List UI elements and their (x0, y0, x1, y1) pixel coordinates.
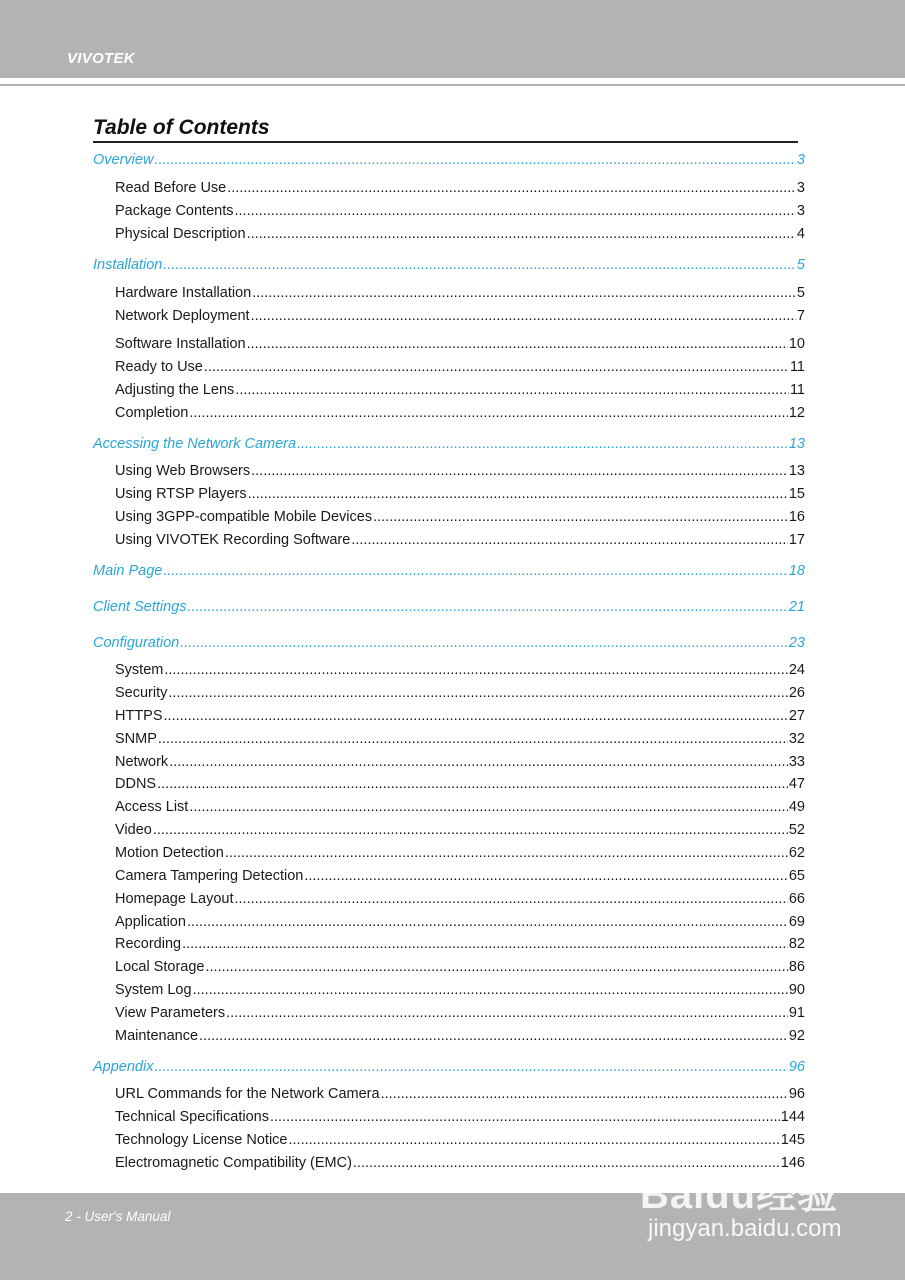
dot-leader (252, 283, 796, 303)
dot-leader (297, 434, 788, 454)
toc-section-row[interactable] (93, 434, 805, 454)
toc-page-number: 92 (788, 1028, 805, 1044)
toc-page-number: 11 (789, 382, 805, 398)
brand-label: VIVOTEK (67, 50, 135, 67)
toc-entry-label: Technology License Notice (115, 1132, 288, 1148)
toc-item-row[interactable] (115, 729, 805, 749)
dot-leader (153, 820, 788, 840)
toc-item-row[interactable] (115, 797, 805, 817)
dot-leader (248, 484, 788, 504)
toc-entry-label: Local Storage (115, 959, 205, 975)
toc-page-number: 86 (788, 959, 805, 975)
toc-page-number: 3 (796, 203, 805, 219)
toc-page-number: 69 (788, 914, 805, 930)
toc-entry-label: Video (115, 822, 152, 838)
dot-leader (251, 306, 796, 326)
dot-leader (188, 597, 788, 617)
dot-leader (189, 797, 788, 817)
dot-leader (225, 843, 788, 863)
toc-item-row[interactable] (115, 889, 805, 909)
dot-leader (199, 1026, 788, 1046)
watermark-logo: Baidu经验 (640, 1173, 839, 1217)
dot-leader (227, 178, 796, 198)
toc-entry-label: Software Installation (115, 336, 246, 352)
dot-leader (205, 957, 787, 977)
toc-item-row[interactable] (115, 224, 805, 244)
dot-leader (168, 683, 787, 703)
dot-leader (163, 561, 788, 581)
toc-entry-label: Electromagnetic Compatibility (EMC) (115, 1155, 352, 1171)
toc-item-row[interactable] (115, 820, 805, 840)
toc-entry-label: Adjusting the Lens (115, 382, 235, 398)
toc-entry-label: Motion Detection (115, 845, 224, 861)
toc-page-number: 16 (788, 509, 805, 525)
toc-section-row[interactable] (93, 597, 805, 617)
dot-leader (204, 357, 789, 377)
toc-section-row[interactable] (93, 255, 805, 275)
toc-entry-label: Ready to Use (115, 359, 203, 375)
dot-leader (163, 255, 796, 275)
toc-entry-label: Completion (115, 405, 189, 421)
toc-entry-label: Network (115, 754, 169, 770)
watermark-url: jingyan.baidu.com (648, 1215, 842, 1242)
toc-section-row[interactable] (93, 633, 805, 653)
toc-item-row[interactable] (115, 912, 805, 932)
footer-page-label: 2 - User's Manual (65, 1209, 171, 1224)
toc-page-number: 7 (796, 308, 805, 324)
toc-item-row[interactable] (115, 980, 805, 1000)
toc-page-number: 47 (788, 776, 805, 792)
toc-page-number: 146 (780, 1155, 805, 1171)
toc-page-number: 10 (788, 336, 805, 352)
toc-page-number: 3 (796, 180, 805, 196)
dot-leader (226, 1003, 788, 1023)
dot-leader (169, 752, 788, 772)
dot-leader (289, 1130, 780, 1150)
toc-page-number: 5 (796, 285, 805, 301)
toc-page-number: 27 (788, 708, 805, 724)
toc-item-row[interactable] (115, 706, 805, 726)
dot-leader (193, 980, 788, 1000)
toc-item-row[interactable] (115, 683, 805, 703)
toc-item-row[interactable] (115, 507, 805, 527)
dot-leader (235, 889, 788, 909)
dot-leader (304, 866, 788, 886)
toc-item-row[interactable] (115, 1084, 805, 1104)
toc-item-row[interactable] (115, 306, 805, 326)
toc-entry-label: Homepage Layout (115, 891, 234, 907)
dot-leader (247, 334, 788, 354)
toc-entry-label: Using VIVOTEK Recording Software (115, 532, 351, 548)
dot-leader (187, 912, 788, 932)
toc-entry-label: Using RTSP Players (115, 486, 247, 502)
toc-entry-label: HTTPS (115, 708, 163, 724)
toc-page-number: 82 (788, 936, 805, 952)
dot-leader (158, 729, 788, 749)
toc-page-number: 17 (788, 532, 805, 548)
toc-entry-label: Technical Specifications (115, 1109, 269, 1125)
toc-page-number: 13 (788, 463, 805, 479)
dot-leader (235, 201, 796, 221)
toc-page-number: 18 (788, 563, 805, 579)
toc-page-number: 66 (788, 891, 805, 907)
toc-page-number: 11 (789, 359, 805, 375)
dot-leader (164, 706, 788, 726)
toc-entry-label: Recording (115, 936, 182, 952)
toc-item-row[interactable] (115, 178, 805, 198)
dot-leader (164, 660, 788, 680)
dot-leader (180, 633, 788, 653)
toc-page-number: 49 (788, 799, 805, 815)
toc-item-row[interactable] (115, 403, 805, 423)
toc-entry-label: Camera Tampering Detection (115, 868, 304, 884)
toc-page-number: 52 (788, 822, 805, 838)
toc-entry-label: URL Commands for the Network Camera (115, 1086, 380, 1102)
toc-entry-label: View Parameters (115, 1005, 226, 1021)
toc-page-number: 96 (788, 1086, 805, 1102)
toc-entry-label: System (115, 662, 164, 678)
toc-section-row[interactable] (93, 150, 805, 170)
toc-item-row[interactable] (115, 484, 805, 504)
toc-entry-label: Read Before Use (115, 180, 227, 196)
toc-section-row[interactable] (93, 1057, 805, 1077)
toc-section-row[interactable] (93, 561, 805, 581)
toc-entry-label: Installation (93, 257, 163, 273)
toc-item-row[interactable] (115, 843, 805, 863)
toc-page-number: 24 (788, 662, 805, 678)
toc-item-row[interactable] (115, 334, 805, 354)
toc-item-row[interactable] (115, 380, 805, 400)
toc-item-row[interactable] (115, 957, 805, 977)
toc-entry-label: DDNS (115, 776, 157, 792)
toc-entry-label: Network Deployment (115, 308, 250, 324)
toc-page-number: 144 (780, 1109, 805, 1125)
toc-entry-label: Maintenance (115, 1028, 199, 1044)
toc-item-row[interactable] (115, 866, 805, 886)
toc-item-row[interactable] (115, 283, 805, 303)
toc-page-number: 32 (788, 731, 805, 747)
toc-page-number: 21 (788, 599, 805, 615)
dot-leader (270, 1107, 780, 1127)
toc-item-row[interactable] (115, 1026, 805, 1046)
dot-leader (373, 507, 788, 527)
toc-entry-label: Application (115, 914, 186, 930)
toc-item-row[interactable] (115, 660, 805, 680)
toc-entry-label: Package Contents (115, 203, 234, 219)
toc-entry-label: Hardware Installation (115, 285, 252, 301)
toc-page-number: 15 (788, 486, 805, 502)
toc-entry-label: SNMP (115, 731, 157, 747)
toc-entry-label: Access List (115, 799, 189, 815)
toc-entry-label: Configuration (93, 635, 180, 651)
toc-item-row[interactable] (115, 201, 805, 221)
dot-leader (182, 934, 788, 954)
dot-leader (381, 1084, 788, 1104)
dot-leader (154, 1057, 787, 1077)
dot-leader (189, 403, 788, 423)
toc-item-row[interactable] (115, 1130, 805, 1150)
toc-page-number: 145 (780, 1132, 805, 1148)
toc-page-number: 96 (788, 1059, 805, 1075)
toc-page-number: 5 (796, 257, 805, 273)
dot-leader (157, 774, 788, 794)
page-title: Table of Contents (93, 115, 798, 143)
toc-item-row[interactable] (115, 1003, 805, 1023)
toc-entry-label: System Log (115, 982, 192, 998)
toc-item-row[interactable] (115, 357, 805, 377)
toc-page-number: 91 (788, 1005, 805, 1021)
toc-item-row[interactable] (115, 1107, 805, 1127)
toc-item-row[interactable] (115, 530, 805, 550)
toc-page-number: 13 (788, 436, 805, 452)
toc-page-number: 23 (788, 635, 805, 651)
toc-page-number: 62 (788, 845, 805, 861)
toc-page-number: 4 (796, 226, 805, 242)
dot-leader (235, 380, 789, 400)
page-header (0, 0, 905, 78)
toc-item-row[interactable] (115, 752, 805, 772)
toc-entry-label: Overview (93, 152, 154, 168)
toc-item-row[interactable] (115, 934, 805, 954)
toc-entry-label: Client Settings (93, 599, 187, 615)
toc-entry-label: Security (115, 685, 168, 701)
dot-leader (351, 530, 788, 550)
toc-entry-label: Using 3GPP-compatible Mobile Devices (115, 509, 373, 525)
toc-page-number: 3 (796, 152, 805, 168)
dot-leader (251, 461, 788, 481)
toc-item-row[interactable] (115, 774, 805, 794)
toc-item-row[interactable] (115, 461, 805, 481)
toc-page-number: 90 (788, 982, 805, 998)
toc-entry-label: Main Page (93, 563, 163, 579)
dot-leader (247, 224, 796, 244)
header-divider (0, 84, 905, 86)
toc-entry-label: Appendix (93, 1059, 154, 1075)
toc-page-number: 65 (788, 868, 805, 884)
toc-page-number: 26 (788, 685, 805, 701)
toc-page-number: 33 (788, 754, 805, 770)
toc-entry-label: Accessing the Network Camera (93, 436, 297, 452)
toc-entry-label: Using Web Browsers (115, 463, 251, 479)
watermark (640, 1163, 855, 1253)
dot-leader (154, 150, 795, 170)
toc-entry-label: Physical Description (115, 226, 246, 242)
toc-page-number: 12 (788, 405, 805, 421)
